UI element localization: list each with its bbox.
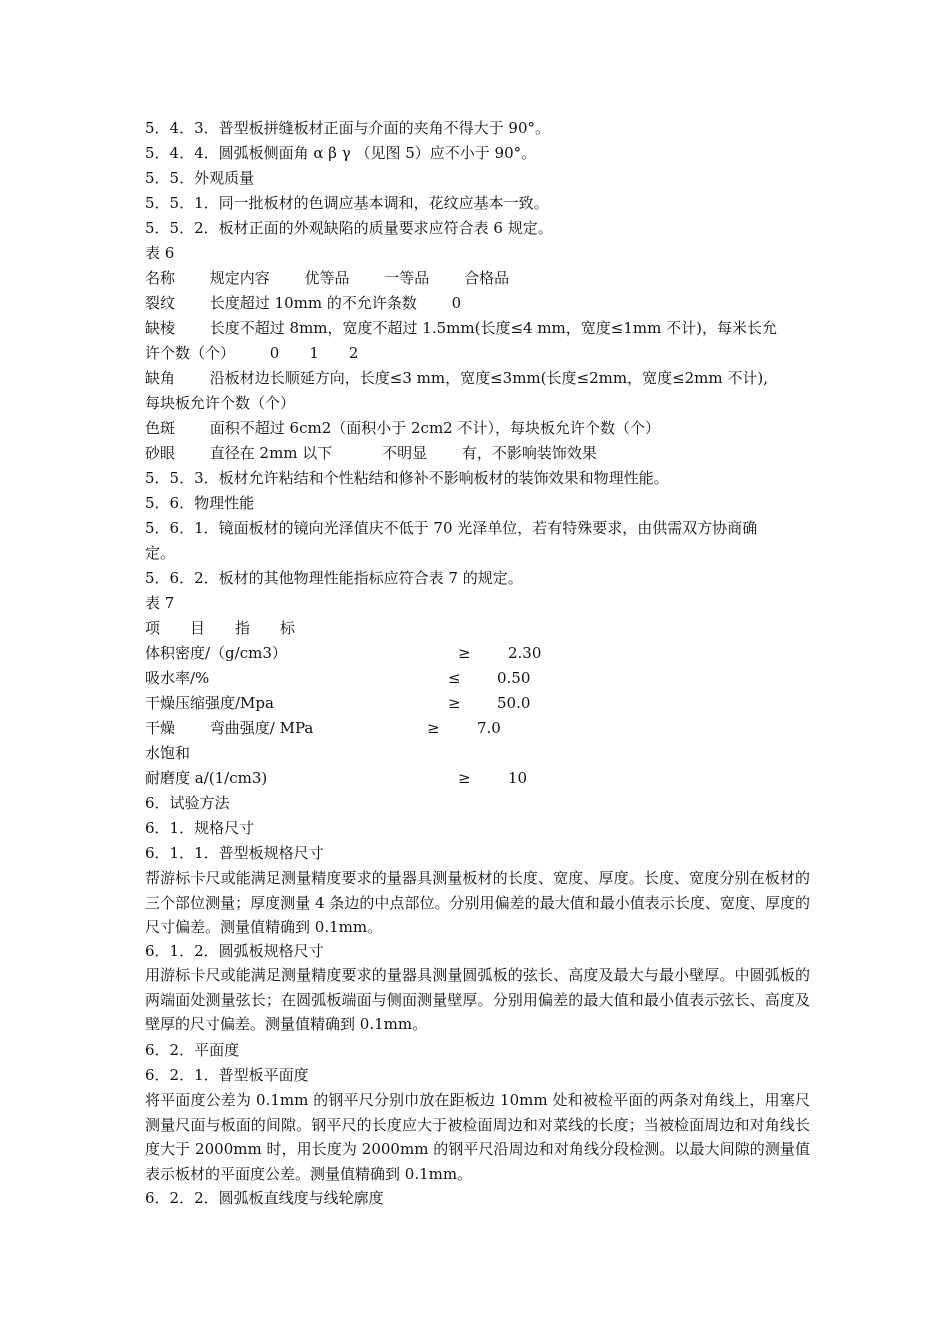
table-7-value: 7.0 bbox=[477, 719, 501, 737]
table-7-op: ≤ bbox=[448, 669, 461, 687]
clause-5-5-2: 5．5．2．板材正面的外观缺陷的质量要求应符合表 6 规定。 bbox=[145, 219, 553, 237]
clause-5-6-2: 5．6．2．板材的其他物理性能指标应符合表 7 的规定。 bbox=[145, 569, 523, 587]
heading-6-1-1: 6．1．1．普型板规格尺寸 bbox=[145, 844, 324, 862]
table-6-row-crack: 裂纹 长度超过 10mm 的不允许条数 0 bbox=[145, 294, 462, 312]
heading-5-6: 5．6．物理性能 bbox=[145, 494, 255, 512]
table-6-header: 名称 规定内容 优等品 一等品 合格品 bbox=[145, 269, 510, 287]
table-7-value: 0.50 bbox=[497, 669, 531, 687]
table-7-item: 干燥 弯曲强度/ MPa bbox=[145, 719, 314, 737]
table-7-value: 10 bbox=[508, 769, 528, 787]
table-7-item: 体积密度/（g/cm3） bbox=[145, 644, 287, 662]
table-6-row-edge-cont: 许个数（个） 0 1 2 bbox=[145, 344, 359, 362]
heading-6-1-2: 6．1．2．圆弧板规格尺寸 bbox=[145, 942, 324, 960]
heading-6: 6．试验方法 bbox=[145, 794, 230, 812]
table-7-op: ≥ bbox=[448, 694, 461, 712]
table-7-op: ≥ bbox=[458, 644, 471, 662]
table-6-row-stain: 色斑 面积不超过 6cm2（面积小于 2cm2 不计），每块板允许个数（个） bbox=[145, 419, 660, 437]
table-7-value: 50.0 bbox=[497, 694, 531, 712]
heading-6-2-1: 6．2．1．普型板平面度 bbox=[145, 1066, 309, 1084]
clause-5-6-1: 5．6．1．镜面板材的镜向光泽值庆不低于 70 光泽单位，若有特殊要求，由供需双方协商确 bbox=[145, 519, 758, 537]
clause-5-5-1: 5．5．1．同一批板材的色调应基本调和，花纹应基本一致。 bbox=[145, 194, 549, 212]
table-7-op: ≥ bbox=[427, 719, 440, 737]
clause-5-4-4: 5．4．4．圆弧板侧面角 α β γ （见图 5）应不小于 90°。 bbox=[145, 144, 537, 162]
heading-6-2-2: 6．2．2．圆弧板直线度与线轮廓度 bbox=[145, 1189, 384, 1207]
heading-5-5: 5．5．外观质量 bbox=[145, 169, 255, 187]
clause-5-6-1-cont: 定。 bbox=[145, 544, 176, 562]
table-7-item: 吸水率/% bbox=[145, 669, 210, 687]
table-6-row-corner-cont: 每块板允许个数（个） bbox=[145, 394, 296, 412]
table-6-row-edge: 缺棱 长度不超过 8mm，宽度不超过 1.5mm(长度≤4 mm，宽度≤1mm 不计)，每米长允 bbox=[145, 319, 777, 337]
heading-6-2: 6．2．平面度 bbox=[145, 1041, 240, 1059]
clause-5-5-3: 5．5．3．板材允许粘结和个性粘结和修补不影响板材的装饰效果和物理性能。 bbox=[145, 469, 669, 487]
clause-5-4-3: 5．4．3．普型板拼缝板材正面与介面的夹角不得大于 90°。 bbox=[145, 119, 550, 137]
table-7-caption: 表 7 bbox=[145, 594, 175, 612]
table-7-value: 2.30 bbox=[508, 644, 542, 662]
table-7-op: ≥ bbox=[458, 769, 471, 787]
table-7-item: 耐磨度 a/(1/cm3) bbox=[145, 769, 268, 787]
table-6-row-corner: 缺角 沿板材边长顺延方向，长度≤3 mm，宽度≤3mm(长度≤2mm，宽度≤2mm 不计), bbox=[145, 369, 769, 387]
table-6-row-pore: 砂眼 直径在 2mm 以下 不明显 有，不影响装饰效果 bbox=[145, 444, 597, 462]
paragraph-6-1-1: 帮游标卡尺或能满足测量精度要求的量器具测量板材的长度、宽度、厚度。长度、宽度分别在板材的三个部位测量；厚度测量 4 条边的中点部位。分别用偏差的最大值和最小值表示长度、宽度、厚度的尺寸偏差。测量值精确到 0.1mm。 bbox=[145, 869, 810, 936]
heading-6-1: 6．1．规格尺寸 bbox=[145, 819, 255, 837]
table-7-item: 水饱和 bbox=[145, 744, 191, 762]
table-7-item: 干燥压缩强度/Mpa bbox=[145, 694, 274, 712]
table-7-header: 项 目 指 标 bbox=[145, 619, 296, 637]
paragraph-6-1-2: 用游标卡尺或能满足测量精度要求的量器具测量圆弧板的弦长、高度及最大与最小壁厚。中圆弧板的两端面处测量弦长；在圆弧板端面与侧面测量壁厚。分别用偏差的最大值和最小值表示弦长、高度及壁厚的尺寸偏差。测量值精确到 0.1mm。 bbox=[145, 966, 810, 1033]
table-6-caption: 表 6 bbox=[145, 244, 175, 262]
paragraph-6-2-1: 将平面度公差为 0.1mm 的钢平尺分别巾放在距板边 10mm 处和被检平面的两条对角线上，用塞尺测量尺面与板面的间隙。钢平尺的长度应大于被检面周边和对菜线的长度；当被检面周边和对角线长度大于 2000mm 时，用长度为 2000mm 的钢平尺沿周边和对角线分段检测。以最大间隙的测量值表示板材的平面度公差。测量值精确到 0.1mm。 bbox=[145, 1091, 810, 1183]
